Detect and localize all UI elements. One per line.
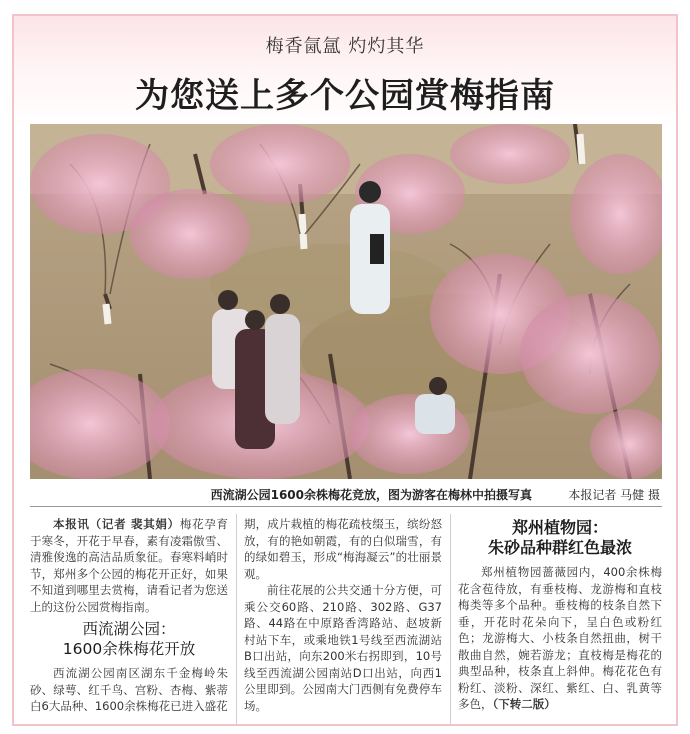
xiliuhu-continued: 期，成片栽植的梅花疏枝缀玉，缤纷怒放，有的艳如朝霞，有的白似瑞雪，有的绿如碧玉，形成“梅海凝云”的壮丽景观。 <box>244 517 442 581</box>
kicker: 梅香氤氲 灼灼其华 <box>265 36 425 57</box>
column-divider <box>450 514 451 726</box>
divider <box>30 506 662 507</box>
newspaper-page <box>12 14 678 726</box>
subhead-botanical-garden <box>458 518 662 558</box>
article-column-1 <box>30 516 228 715</box>
xiliuhu-paragraph: 西流湖公园南区湖东千金梅岭朱砂、绿萼、红千鸟、宫粉、杏梅、紫蒂白6大品种、1600余株梅花已进入盛花 <box>30 666 228 713</box>
intro-paragraph: 梅花孕育于寒冬，开花于早春，素有凌霜傲雪、清雅俊逸的高洁品质象征。春寒料峭时节，郑州多个公园的梅花开正好，如果不知道到哪里去赏梅，请看记者为您送上的这份公园赏梅指南。 <box>30 517 228 614</box>
column-divider <box>236 514 237 726</box>
photo-caption <box>30 482 662 504</box>
headline: 为您送上多个公园赏梅指南 <box>135 76 555 116</box>
subhead-botanical-line1: 郑州植物园： <box>511 518 608 537</box>
photo-credit: 本报记者 马健 摄 <box>568 488 660 502</box>
plum-blossom-photo <box>30 124 662 479</box>
subhead-xiliuhu <box>30 619 228 659</box>
subhead-botanical-line2: 朱砂品种群红色最浓 <box>487 538 632 557</box>
article-column-2 <box>244 516 442 714</box>
byline: 本报讯（记者 裴其娟） <box>53 517 180 531</box>
article-column-3 <box>458 516 662 713</box>
transport-paragraph: 前往花展的公共交通十分方便，可乘公交60路、210路、302路、G37路、44路在中原路香湾路站、赵坡新村站下车，或乘地铁1号线至西流湖站B口出站，向东200米右拐即到，10号线至西流湖公园南站D口出站，向西1公里即到。公园南大门西侧有免费停车场。 <box>244 583 442 713</box>
botanical-paragraph: 郑州植物园蔷薇园内，400余株梅花含苞待放，有垂枝梅、龙游梅和直枝梅类等多个品种。垂枝梅的枝条自然下垂，开花时花朵向下，呈白色或粉红色；龙游梅大、小枝条自然扭曲，树干散曲自然，婉若游龙；直枝梅是梅花的典型品种，枝条直上斜伸。梅花花色有粉红、淡粉、深红、紫红、白、乳黄等多色， <box>458 565 662 711</box>
photo-illustration <box>30 124 662 479</box>
caption-text: 西流湖公园1600余株梅花竞放，图为游客在梅林中拍摄写真 <box>210 488 532 502</box>
subhead-xiliuhu-line1: 西流湖公园： <box>82 620 176 638</box>
subhead-xiliuhu-line2: 1600余株梅花开放 <box>62 640 196 658</box>
continued-link[interactable]: （下转二版） <box>492 697 556 711</box>
